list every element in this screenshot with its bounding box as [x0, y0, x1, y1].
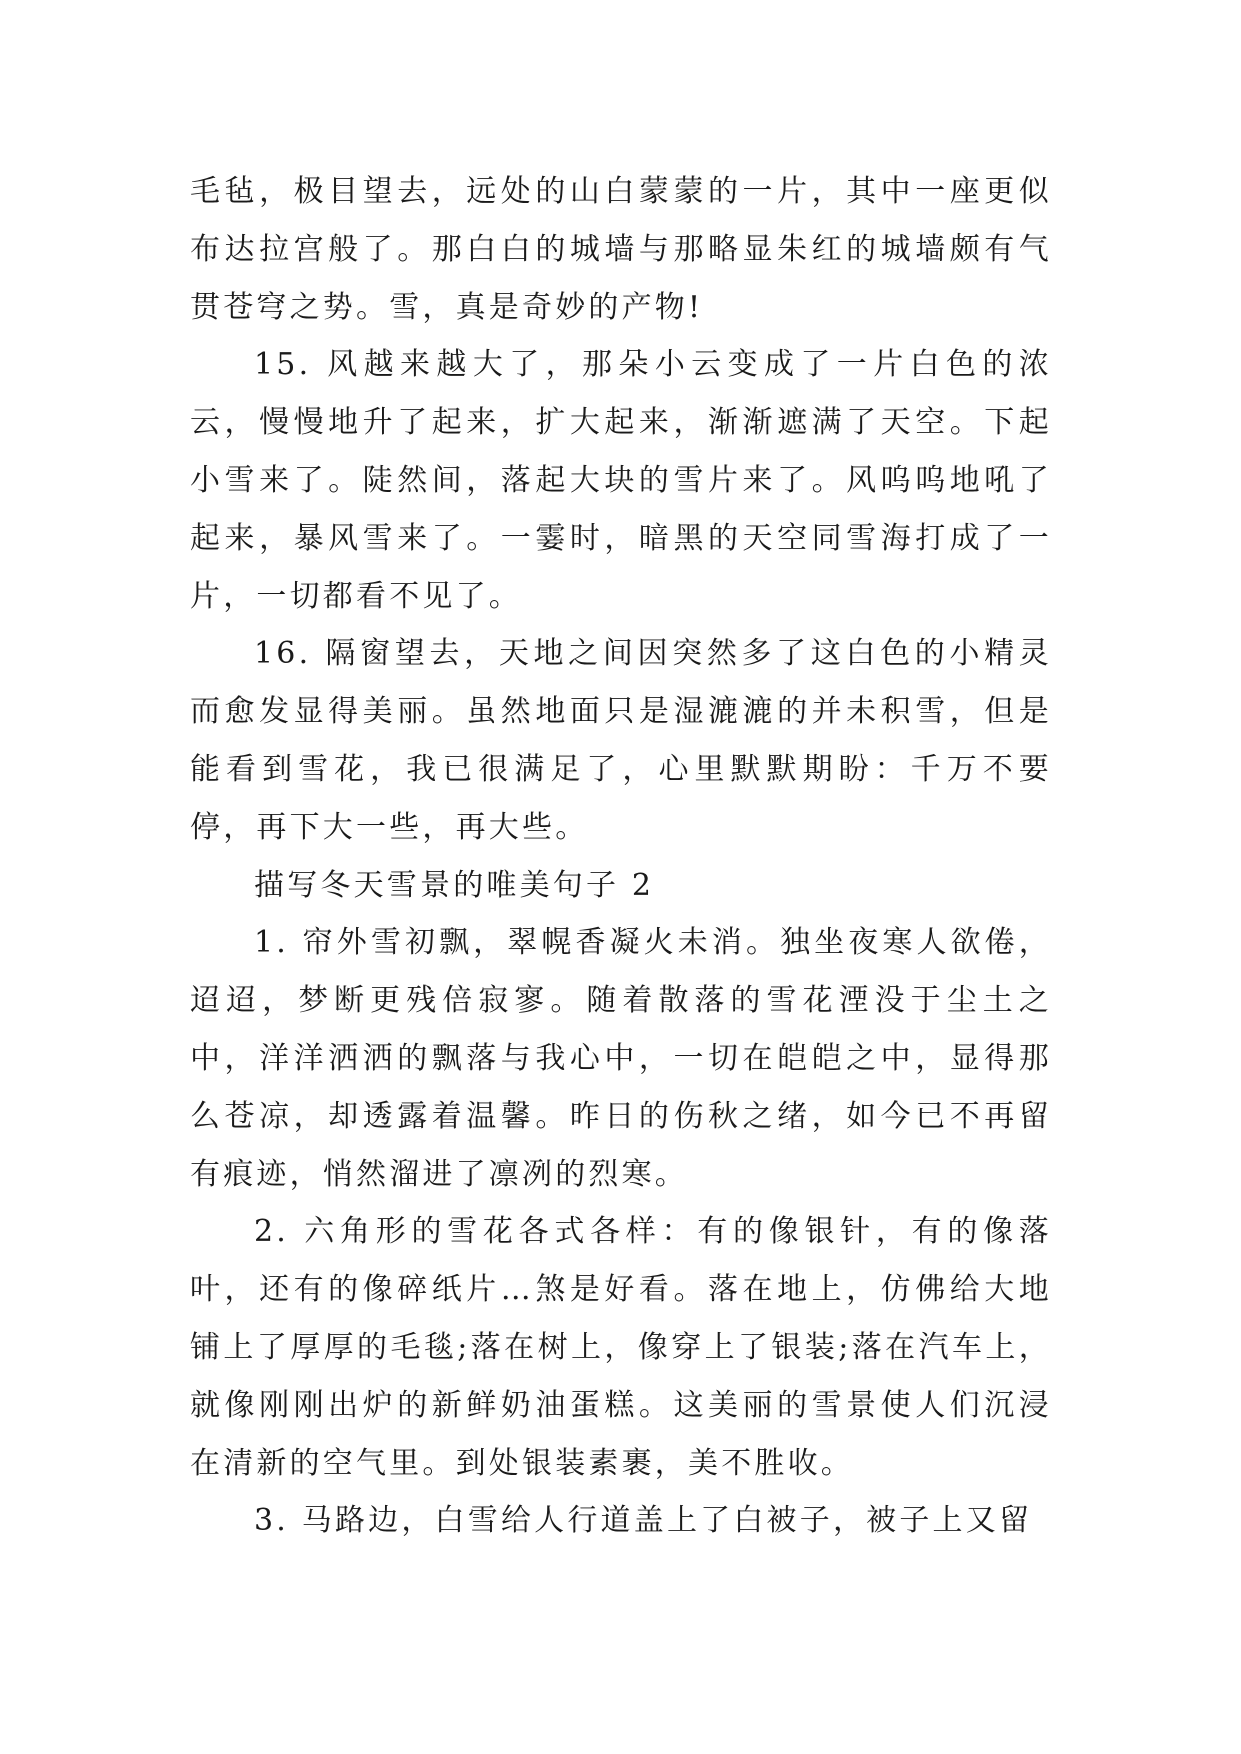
section-heading: 描写冬天雪景的唯美句子 2	[254, 867, 655, 903]
paragraph-item-16: 16. 隔窗望去，天地之间因突然多了这白色的小精灵而愈发显得美丽。虽然地面只是湿漉漉的并未积雪，但是能看到雪花，我已很满足了，心里默默期盼：千万不要停，再下大一些，再大些。	[190, 636, 1052, 845]
paragraph-item-3: 3. 马路边，白雪给人行道盖上了白被子，被子上又留	[254, 1503, 1033, 1539]
paragraph-item-2: 2. 六角形的雪花各式各样：有的像银针，有的像落叶，还有的像碎纸片…煞是好看。落在地上，仿佛给大地铺上了厚厚的毛毯;落在树上，像穿上了银装;落在汽车上，就像刚刚出炉的新鲜奶油蛋糕。这美丽的雪景使人们沉浸在清新的空气里。到处银装素裹，美不胜收。	[190, 1214, 1052, 1481]
paragraph-item-1: 1. 帘外雪初飘，翠幌香凝火未消。独坐夜寒人欲倦，迢迢，梦断更残倍寂寥。随着散落的雪花湮没于尘土之中，洋洋洒洒的飘落与我心中，一切在皑皑之中，显得那么苍凉，却透露着温馨。昨日的伤秋之绪，如今已不再留有痕迹，悄然溜进了凛冽的烈寒。	[190, 925, 1052, 1192]
paragraph-item-15: 15. 风越来越大了，那朵小云变成了一片白色的浓云，慢慢地升了起来，扩大起来，渐渐遮满了天空。下起小雪来了。陡然间，落起大块的雪片来了。风呜呜地吼了起来，暴风雪来了。一霎时，暗黑的天空同雪海打成了一片，一切都看不见了。	[190, 347, 1052, 614]
document-body	[190, 163, 1052, 1550]
paragraph-continued: 毛毡，极目望去，远处的山白蒙蒙的一片，其中一座更似布达拉宫般了。那白白的城墙与那略显朱红的城墙颇有气贯苍穹之势。雪，真是奇妙的产物!	[190, 174, 1052, 325]
